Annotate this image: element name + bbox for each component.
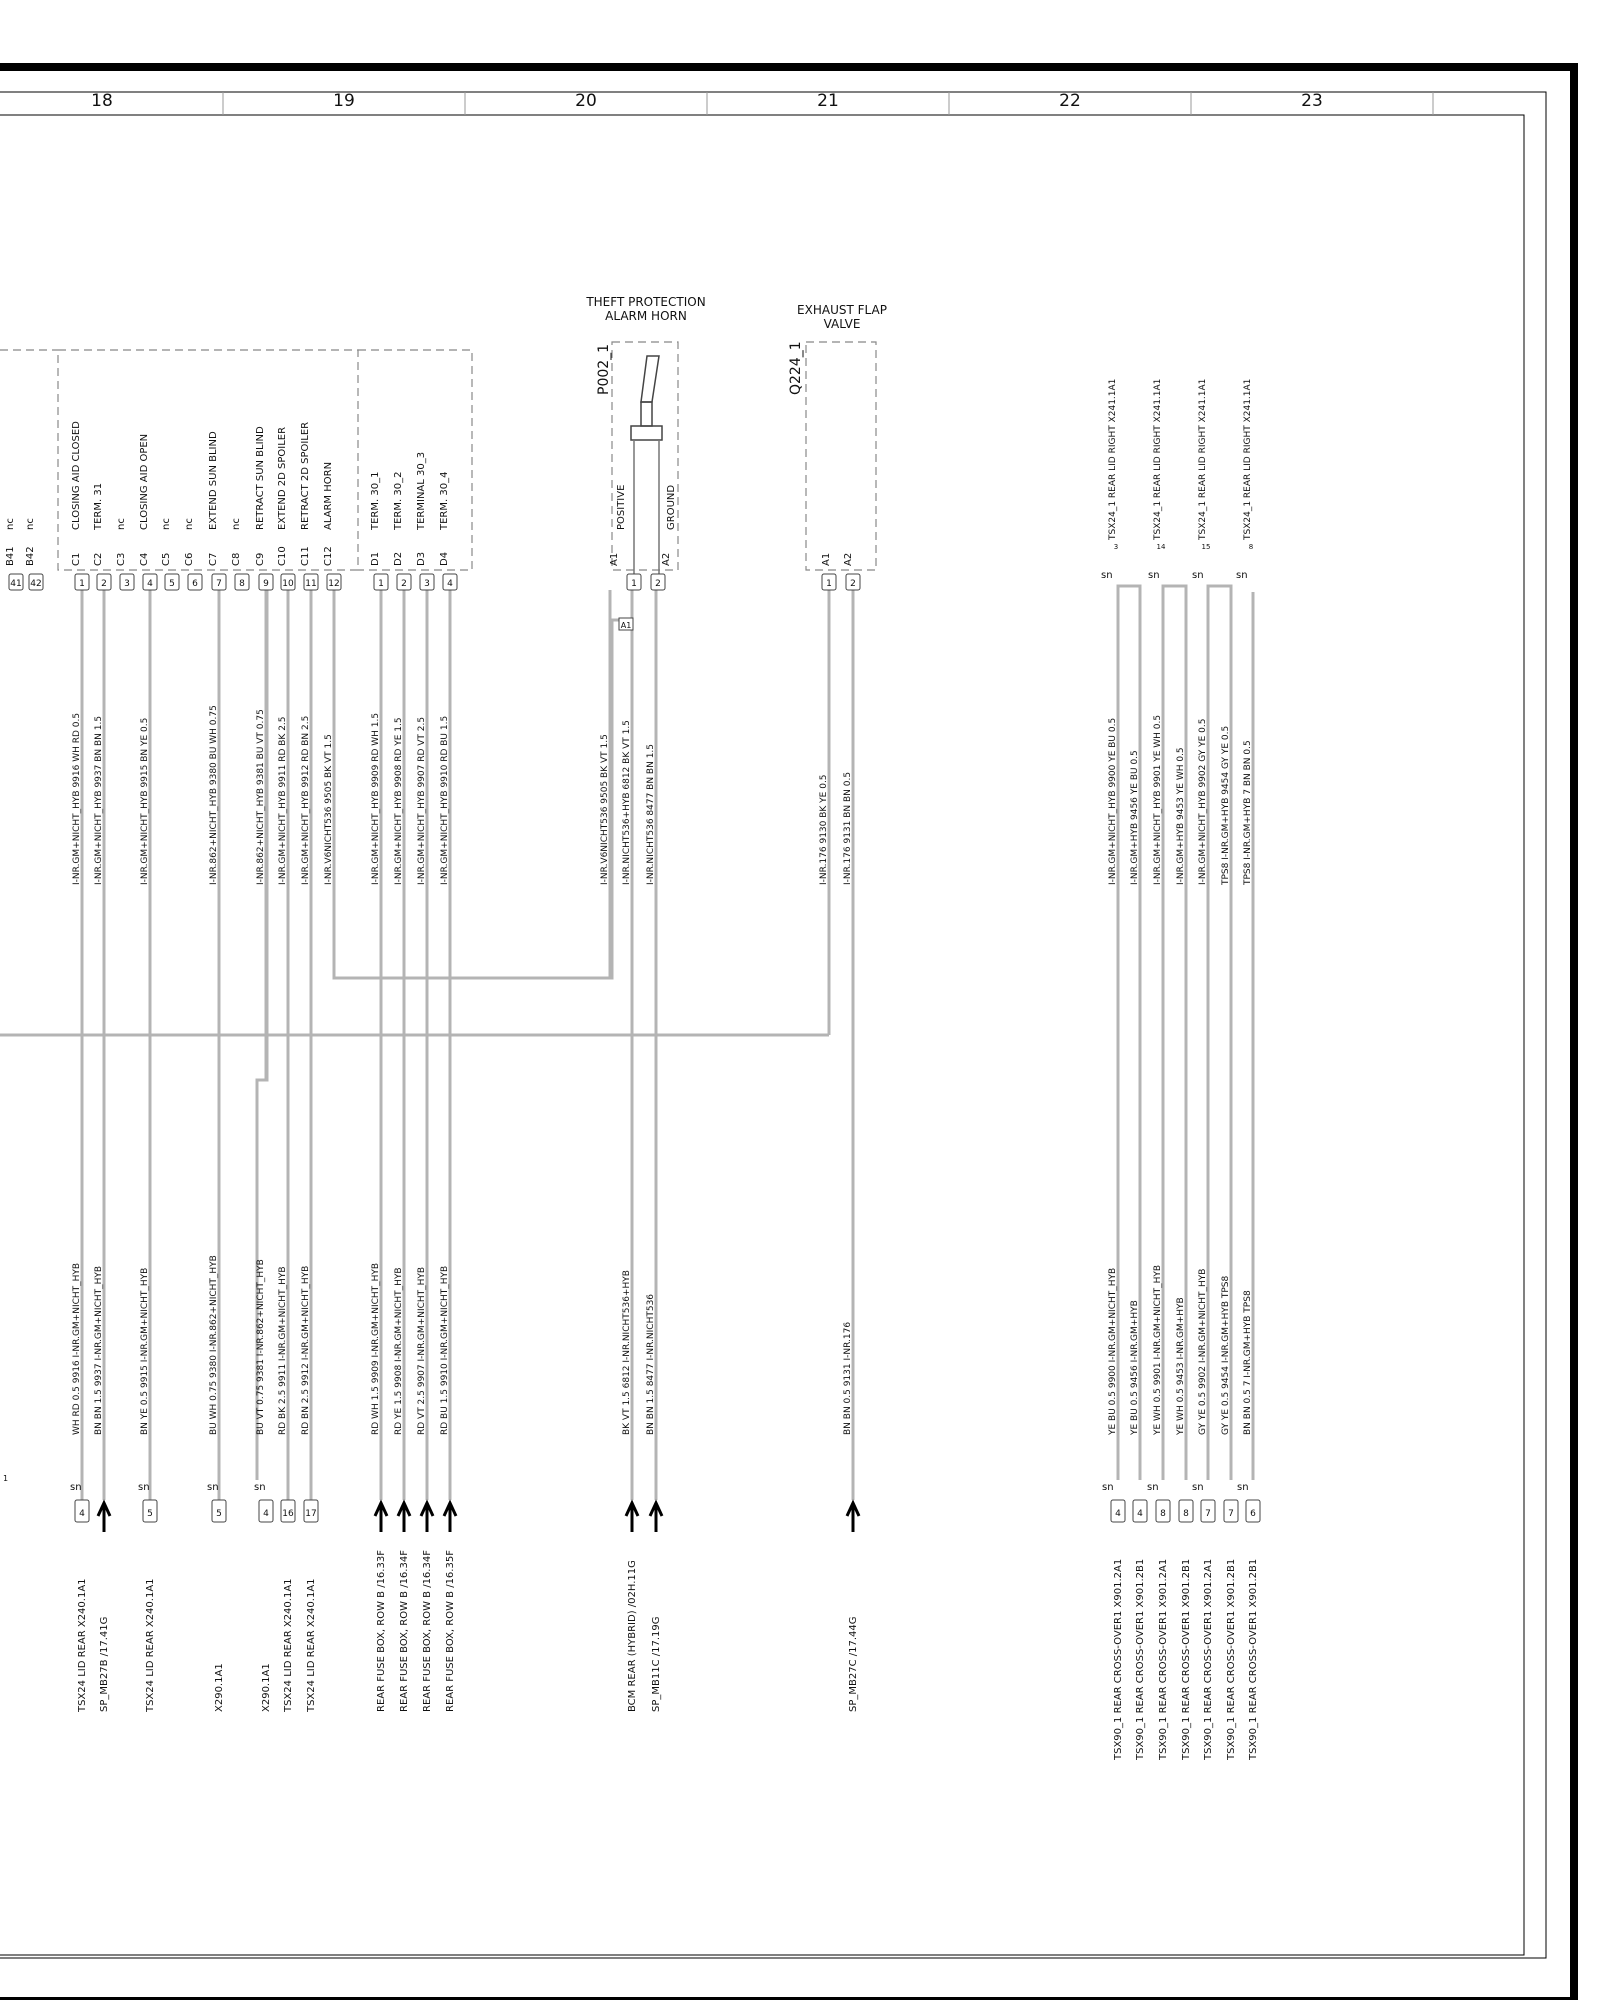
wire-destination: X290.1A1 [261, 1663, 272, 1712]
pin-function: CLOSING AID OPEN [139, 433, 150, 530]
wire-label-lower: RD WH 1.5 9909 I-NR.GM+NICHT_HYB [371, 1262, 381, 1435]
dest-pin: 4 [79, 1509, 85, 1519]
wire-label-upper: I-NR.862+NICHT_HYB 9381 BU VT 0.75 [256, 709, 266, 885]
dest-pin: 4 [1137, 1509, 1143, 1519]
wire-label-upper: I-NR.GM+NICHT_HYB 9915 BN YE 0.5 [140, 717, 150, 885]
dest-pin: 5 [147, 1509, 153, 1519]
routing-bus [0, 590, 829, 1480]
pin-function: RETRACT SUN BLIND [255, 426, 266, 530]
splice-label: sn [1192, 570, 1204, 581]
splice-label: sn [1101, 570, 1113, 581]
component-id: P002_1 [596, 343, 612, 395]
splice-label: sn [70, 1482, 82, 1493]
wire-label-lower: BN BN 0.5 7 I-NR.GM+HYB TPS8 [1243, 1290, 1253, 1435]
labels-layer [5, 295, 887, 590]
splice-label: sn [1148, 570, 1160, 581]
wire-label-lower: BU VT 0.75 9381 I-NR.862+NICHT_HYB [256, 1259, 266, 1435]
wire-destination: TSX90_1 REAR CROSS-OVER1 X901.2B1 [1135, 1558, 1146, 1760]
right-connector-pin: 15 [1201, 543, 1211, 551]
pin-number: 10 [282, 579, 294, 589]
right-connector-label: TSX24_1 REAR LID RIGHT X241.1A1 [1153, 378, 1163, 540]
dest-pin: 5 [216, 1509, 222, 1519]
wire-label-upper: I-NR.GM+NICHT_HYB 9902 GY YE 0.5 [1198, 718, 1208, 885]
wire-label-upper: I-NR.GM+NICHT_HYB 9910 RD BU 1.5 [440, 715, 450, 885]
splice-tag: A1 [620, 621, 632, 630]
right-connector-label: TSX24_1 REAR LID RIGHT X241.1A1 [1243, 378, 1253, 540]
wire-label-upper: I-NR.862+NICHT_HYB 9380 BU WH 0.75 [209, 705, 219, 885]
wire-label-upper: I-NR.GM+HYB 9456 YE BU 0.5 [1130, 750, 1140, 885]
wire-label-lower: BK VT 1.5 6812 I-NR.NICHT536+HYB [622, 1270, 632, 1435]
pin-number: 3 [124, 579, 130, 589]
zone-bar [91, 91, 1433, 115]
splice-label: sn [1192, 1482, 1204, 1493]
wire-label-lower: BU WH 0.75 9380 I-NR.862+NICHT_HYB [209, 1255, 219, 1435]
pin-code: A1 [821, 552, 832, 566]
wire-destination: REAR FUSE BOX, ROW B /16.35F [445, 1550, 456, 1712]
zone-number: 21 [817, 91, 839, 111]
wire-label-lower: RD BU 1.5 9910 I-NR.GM+NICHT_HYB [440, 1265, 450, 1435]
pin-code: C1 [71, 552, 82, 566]
splice-label: sn [1102, 1482, 1114, 1493]
dest-pin: 16 [282, 1509, 294, 1519]
wire-destination: TSX90_1 REAR CROSS-OVER1 X901.2B1 [1226, 1558, 1237, 1760]
pin-code: D2 [393, 551, 404, 566]
right-connector-label: TSX24_1 REAR LID RIGHT X241.1A1 [1108, 378, 1118, 540]
pin-code: B41 [5, 546, 16, 566]
right-connector-pin: 8 [1248, 543, 1254, 551]
zone-number: 19 [333, 91, 355, 111]
wire-label-upper: I-NR.GM+NICHT_HYB 9900 YE BU 0.5 [1108, 717, 1118, 885]
pin-function: ALARM HORN [323, 461, 334, 530]
pin-number: 1 [826, 579, 832, 589]
wire-label-upper: I-NR.GM+NICHT_HYB 9908 RD YE 1.5 [394, 717, 404, 885]
wire-label-lower: WH RD 0.5 9916 I-NR.GM+NICHT_HYB [72, 1262, 82, 1435]
pin-function: GROUND [666, 484, 677, 530]
pin-code: C12 [323, 546, 334, 566]
dest-pin: 4 [263, 1509, 269, 1519]
pin-function: nc [25, 518, 36, 530]
wire-label-lower: YE BU 0.5 9456 I-NR.GM+HYB [1130, 1300, 1140, 1435]
wire-destination: TSX90_1 REAR CROSS-OVER1 X901.2A1 [1203, 1558, 1214, 1760]
splice-bridge [1208, 586, 1231, 592]
pin-number: 2 [850, 579, 856, 589]
pin-function: nc [116, 518, 127, 530]
pin-function: TERMINAL 30_3 [416, 451, 427, 530]
pin-code: A2 [843, 552, 854, 566]
pin-code: A1 [609, 552, 620, 566]
splice-label: sn [1237, 1482, 1249, 1493]
pin-number: 3 [424, 579, 430, 589]
wire-label-upper: TPS8 I-NR.GM+HYB 9454 GY YE 0.5 [1221, 725, 1231, 885]
wire-destination: SP_MB27C /17.44G [848, 1616, 859, 1712]
wire-label-upper: I-NR.GM+NICHT_HYB 9909 RD WH 1.5 [371, 712, 381, 885]
pin-number: 8 [239, 579, 245, 589]
wire-label-lower: RD BK 2.5 9911 I-NR.GM+NICHT_HYB [278, 1266, 288, 1435]
pin-code: C8 [231, 552, 242, 566]
wire-label-lower: BN BN 1.5 9937 I-NR.GM+NICHT_HYB [94, 1265, 104, 1435]
splice-label: sn [138, 1482, 150, 1493]
pin-number: 7 [216, 579, 222, 589]
wire-label-lower: YE BU 0.5 9900 I-NR.GM+NICHT_HYB [1108, 1267, 1118, 1435]
zone-number: 22 [1059, 91, 1081, 111]
pin-number: 2 [401, 579, 407, 589]
pin-code: C10 [277, 546, 288, 566]
wire-label-lower: YE WH 0.5 9901 I-NR.GM+NICHT_HYB [1153, 1264, 1163, 1435]
pin-function: TERM. 30_1 [370, 471, 381, 530]
edge-ref: 1 [3, 1474, 9, 1483]
pin-code: D1 [370, 551, 381, 566]
wire-label-upper: I-NR.GM+NICHT_HYB 9907 RD VT 2.5 [417, 716, 427, 885]
pin-code: D3 [416, 551, 427, 566]
dest-pin: 6 [1250, 1509, 1256, 1519]
wire-destination: SP_MB27B /17.41G [99, 1616, 110, 1712]
wire-label-upper: I-NR.GM+NICHT_HYB 9911 RD BK 2.5 [278, 716, 288, 885]
wire-label-upper: I-NR.GM+NICHT_HYB 9916 WH RD 0.5 [72, 712, 82, 885]
wire-destination: REAR FUSE BOX, ROW B /16.33F [376, 1550, 387, 1712]
wire-destination: BCM REAR (HYBRID) /02H.11G [627, 1560, 638, 1712]
pin-function: nc [5, 518, 16, 530]
pin-function: nc [161, 518, 172, 530]
dest-pin: 4 [1115, 1509, 1121, 1519]
dest-pin: 8 [1160, 1509, 1166, 1519]
pin-function: POSITIVE [616, 484, 627, 530]
pin-number: 11 [305, 579, 317, 589]
exhaust-flap-box [806, 342, 876, 570]
zone-number: 20 [575, 91, 597, 111]
wire-label-upper: I-NR.GM+NICHT_HYB 9937 BN BN 1.5 [94, 715, 104, 885]
pin-function: TERM. 30_2 [393, 471, 404, 530]
pin-code: C9 [255, 552, 266, 566]
drawing-frame [0, 92, 1546, 1958]
pin-code: C4 [139, 552, 150, 566]
wire-label-upper: TPS8 I-NR.GM+HYB 7 BN BN 0.5 [1243, 740, 1253, 885]
pin-number: 9 [263, 579, 269, 589]
wire-label-lower: BN YE 0.5 9915 I-NR.GM+NICHT_HYB [140, 1267, 150, 1435]
wire-destination: REAR FUSE BOX, ROW B /16.34F [422, 1550, 433, 1712]
wire-destination: SP_MB11C /17.19G [651, 1616, 662, 1712]
wire-label-lower: BN BN 0.5 9131 I-NR.176 [843, 1321, 853, 1435]
pin-code: D4 [439, 551, 450, 566]
wire-label-lower: BN BN 1.5 8477 I-NR.NICHT536 [646, 1293, 656, 1435]
right-connector-label: TSX24_1 REAR LID RIGHT X241.1A1 [1198, 378, 1208, 540]
dest-pin: 8 [1183, 1509, 1189, 1519]
pin-code: C2 [93, 552, 104, 566]
wire-label-lower: RD BN 2.5 9912 I-NR.GM+NICHT_HYB [301, 1265, 311, 1435]
pin-number: 42 [30, 579, 42, 589]
pin-number: 1 [79, 579, 85, 589]
pin-code: B42 [25, 546, 36, 566]
pin-number: 2 [655, 579, 661, 589]
wire-destination: TSX90_1 REAR CROSS-OVER1 X901.2B1 [1181, 1558, 1192, 1760]
wire-label-lower: GY YE 0.5 9902 I-NR.GM+NICHT_HYB [1198, 1268, 1208, 1435]
pin-function: TERM. 30_4 [439, 471, 450, 530]
wire-label-upper: I-NR.V6NICHT536 9505 BK VT 1.5 [324, 734, 334, 885]
pin-function: TERM. 31 [93, 482, 104, 530]
wire-label-upper: I-NR.NICHT536 8477 BN BN 1.5 [646, 743, 656, 885]
wire-label-upper: I-NR.176 9130 BK YE 0.5 [819, 774, 829, 885]
pin-function: nc [184, 518, 195, 530]
wire-label-lower: GY YE 0.5 9454 I-NR.GM+HYB TPS8 [1221, 1275, 1231, 1435]
wire-destination: TSX90_1 REAR CROSS-OVER1 X901.2A1 [1158, 1558, 1169, 1760]
wire-label-upper: I-NR.NICHT536+HYB 6812 BK VT 1.5 [622, 720, 632, 885]
pin-number: 2 [101, 579, 107, 589]
wire-destination: X290.1A1 [214, 1663, 225, 1712]
pin-function: EXTEND 2D SPOILER [277, 426, 288, 530]
wire-destination: TSX24 LID REAR X240.1A1 [77, 1578, 88, 1712]
pin-function: EXTEND SUN BLIND [208, 431, 219, 530]
wire-destination: TSX24 LID REAR X240.1A1 [283, 1578, 294, 1712]
pin-code: C6 [184, 552, 195, 566]
component-title: THEFT PROTECTION [586, 295, 706, 309]
pin-code: A2 [661, 552, 672, 566]
pin-function: RETRACT 2D SPOILER [300, 421, 311, 530]
pin-code: C7 [208, 552, 219, 566]
wire-label-lower: YE WH 0.5 9453 I-NR.GM+HYB [1176, 1297, 1186, 1435]
wire-label-upper: I-NR.V6NICHT536 9505 BK VT 1.5 [600, 734, 610, 885]
splice-label: sn [1147, 1482, 1159, 1493]
component-title: EXHAUST FLAP [797, 303, 887, 317]
wire-label-upper: I-NR.GM+NICHT_HYB 9901 YE WH 0.5 [1153, 714, 1163, 885]
wire-destination: TSX24 LID REAR X240.1A1 [145, 1578, 156, 1712]
splice-label: sn [254, 1482, 266, 1493]
wire-destination: TSX24 LID REAR X240.1A1 [306, 1578, 317, 1712]
wire-label-upper: I-NR.GM+HYB 9453 YE WH 0.5 [1176, 747, 1186, 885]
wire-destination: TSX90_1 REAR CROSS-OVER1 X901.2B1 [1248, 1558, 1259, 1760]
pin-code: C3 [116, 552, 127, 566]
pin-number: 1 [378, 579, 384, 589]
wire-label-upper: I-NR.GM+NICHT_HYB 9912 RD BN 2.5 [301, 715, 311, 885]
wire-label-lower: RD VT 2.5 9907 I-NR.GM+NICHT_HYB [417, 1266, 427, 1435]
pin-number: 4 [147, 579, 153, 589]
right-connector-pin: 3 [1113, 543, 1119, 551]
pin-function: CLOSING AID CLOSED [71, 421, 82, 530]
pin-number: 4 [447, 579, 453, 589]
splice-label: sn [1236, 570, 1248, 581]
wire-destination: TSX90_1 REAR CROSS-OVER1 X901.2A1 [1113, 1558, 1124, 1760]
dest-pin: 7 [1205, 1509, 1211, 1519]
pin-number: 1 [631, 579, 637, 589]
pin-number: 5 [169, 579, 175, 589]
component-title: VALVE [823, 317, 861, 331]
pin-code: C5 [161, 552, 172, 566]
pin-number: 41 [10, 579, 22, 589]
splice-bridge [1163, 586, 1186, 592]
splice-label: sn [207, 1482, 219, 1493]
right-connector-pin: 14 [1156, 543, 1166, 551]
component-id: Q224_1 [788, 341, 804, 395]
pin-function: nc [231, 518, 242, 530]
wire-destination: REAR FUSE BOX, ROW B /16.34F [399, 1550, 410, 1712]
dest-pin: 7 [1228, 1509, 1234, 1519]
wire-label-lower: RD YE 1.5 9908 I-NR.GM+NICHT_HYB [394, 1267, 404, 1435]
zone-number: 23 [1301, 91, 1323, 111]
pin-code: C11 [300, 546, 311, 566]
dest-pin: 17 [305, 1509, 317, 1519]
component-title: ALARM HORN [605, 309, 687, 323]
pin-number: 6 [192, 579, 198, 589]
pin-number: 12 [328, 579, 340, 589]
splice-bridge [1118, 586, 1140, 592]
wire-label-upper: I-NR.176 9131 BN BN 0.5 [843, 771, 853, 885]
zone-number: 18 [91, 91, 113, 111]
horn-symbol [631, 356, 662, 580]
